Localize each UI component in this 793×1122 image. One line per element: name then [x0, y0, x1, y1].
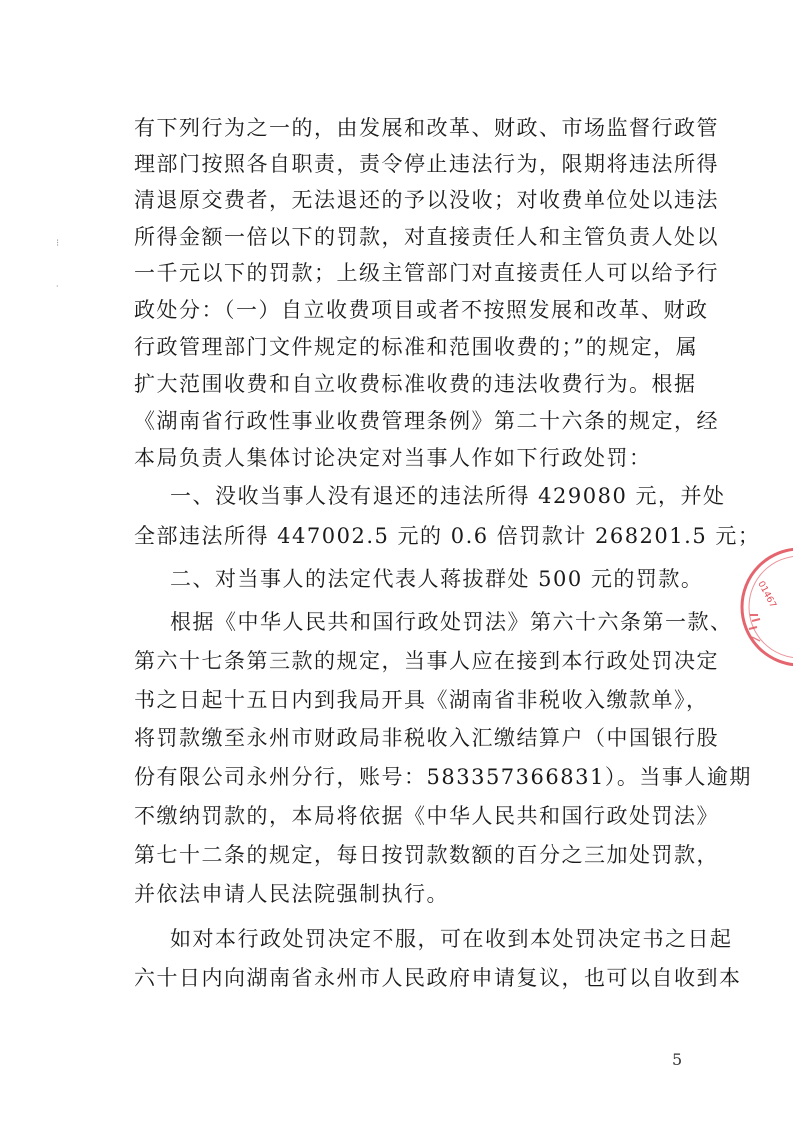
- body-line: 一千元以下的罚款；上级主管部门对直接责任人可以给予行: [134, 261, 719, 285]
- body-line: 第七十二条的规定，每日按罚款数额的百分之三加处罚款，: [134, 843, 719, 867]
- body-line: 清退原交费者，无法退还的予以没收；对收费单位处以违法: [134, 188, 719, 212]
- appeal-paragraph-start: 如对本行政处罚决定不服，可在收到本处罚决定书之日起: [170, 927, 733, 951]
- body-line: 有下列行为之一的，由发展和改革、财政、市场监督行政管: [134, 116, 719, 140]
- seal-number: 01467: [755, 579, 778, 610]
- body-line: 全部违法所得 447002.5 元的 0.6 倍罚款计 268201.5 元；: [134, 524, 761, 548]
- page-number: 5: [672, 1050, 683, 1069]
- penalty-item-2: 二、对当事人的法定代表人蒋拔群处 500 元的罚款。: [170, 567, 704, 591]
- seal-icon: [700, 545, 793, 670]
- body-line: 政处分：（一）自立收费项目或者不按照发展和改革、财政: [134, 298, 709, 322]
- penalty-item-1: 一、没收当事人没有退还的违法所得 429080 元，并处: [170, 484, 726, 508]
- binding-dot-mark: ·: [56, 282, 59, 291]
- body-line: 并依法申请人民法院强制执行。: [134, 882, 449, 906]
- body-line: 书之日起十五日内到我局开具《湖南省非税收入缴款单》，: [134, 688, 709, 712]
- body-line: 份有限公司永州分行，账号：583357366831）。当事人逾期: [134, 765, 752, 789]
- body-line: 将罚款缴至永州市财政局非税收入汇缴结算户（中国银行股: [134, 726, 719, 750]
- payment-paragraph-start: 根据《中华人民共和国行政处罚法》第六十六条第一款、: [170, 610, 733, 634]
- official-seal-partial: [700, 545, 793, 670]
- binding-hole-mark: ⁝: [56, 238, 60, 249]
- body-line: 扩大范围收费和自立收费标准收费的违法收费行为。根据: [134, 372, 697, 396]
- body-line: 本局负责人集体讨论决定对当事人作如下行政处罚：: [134, 446, 652, 470]
- body-line: 《湖南省行政性事业收费管理条例》第二十六条的规定，经: [134, 409, 719, 433]
- body-line: 行政管理部门文件规定的标准和范围收费的；”的规定，属: [134, 335, 699, 359]
- body-line: 不缴纳罚款的，本局将依据《中华人民共和国行政处罚法》: [134, 804, 719, 828]
- body-line: 所得金额一倍以下的罚款，对直接责任人和主管负责人处以: [134, 225, 719, 249]
- body-line: 理部门按照各自职责，责令停止违法行为，限期将违法所得: [134, 152, 719, 176]
- body-line: 六十日内向湖南省永州市人民政府申请复议，也可以自收到本: [134, 966, 742, 990]
- body-line: 第六十七条第三款的规定，当事人应在接到本行政处罚决定: [134, 649, 719, 673]
